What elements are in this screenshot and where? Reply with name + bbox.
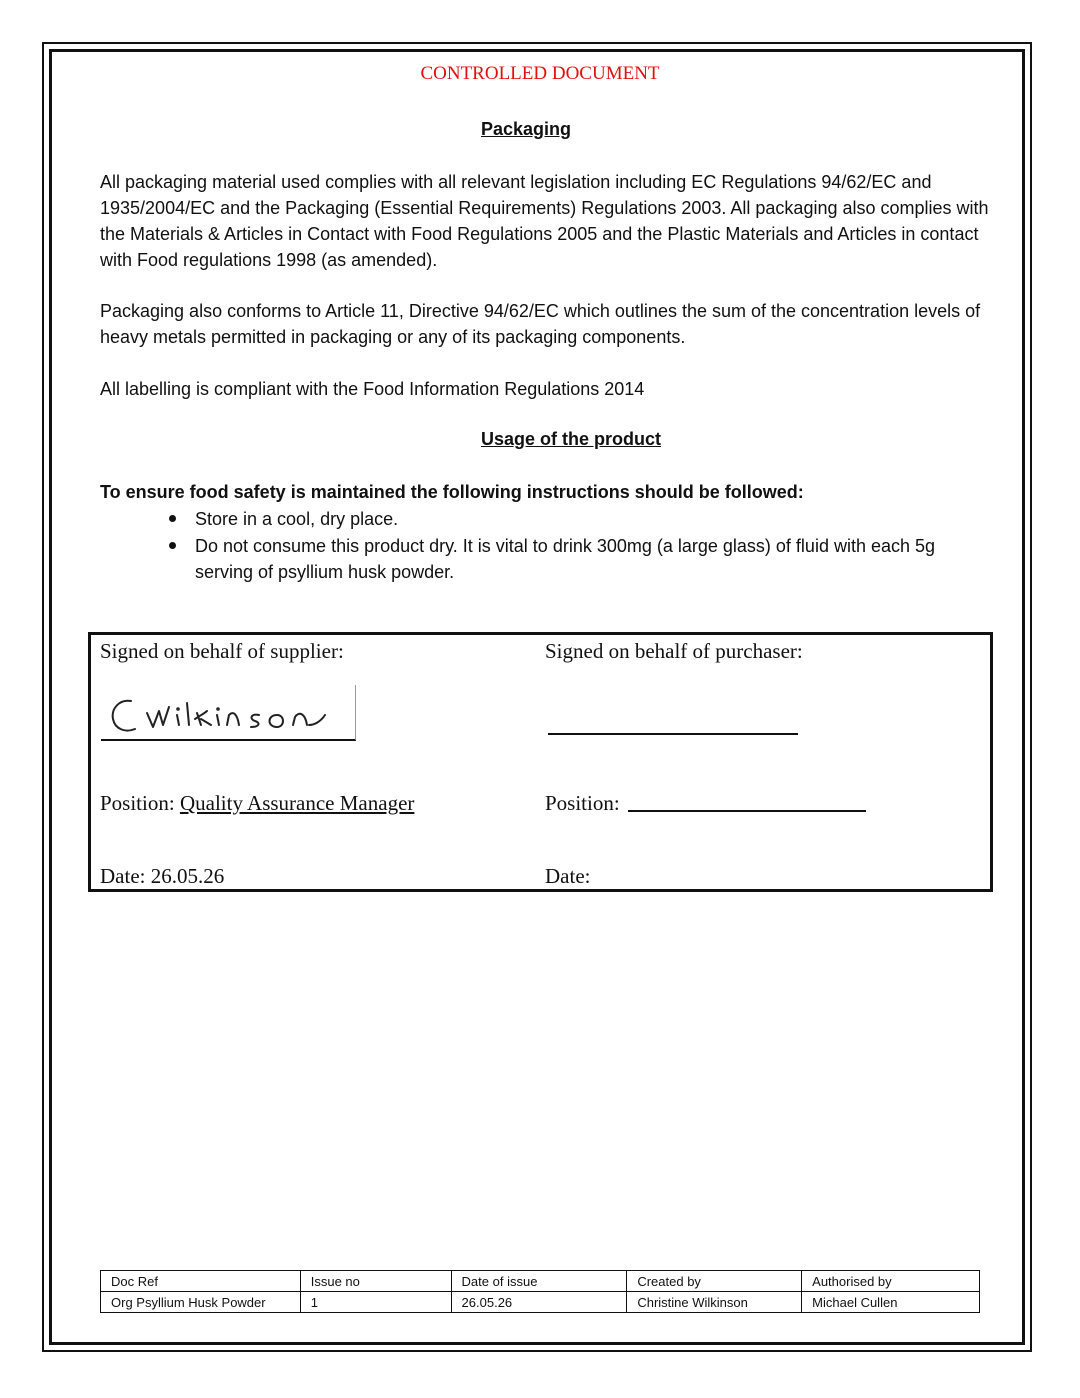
usage-intro: To ensure food safety is maintained the following instructions should be followed: — [100, 482, 804, 502]
table-cell: Org Psyllium Husk Powder — [101, 1292, 301, 1313]
controlled-document-label: CONTROLLED DOCUMENT — [420, 63, 660, 84]
table-cell: 26.05.26 — [451, 1292, 627, 1313]
document-control-table — [100, 1270, 980, 1313]
table-cell: Christine Wilkinson — [627, 1292, 802, 1313]
table-header-cell: Doc Ref — [101, 1271, 301, 1292]
packaging-heading: Packaging — [481, 119, 572, 139]
list-item: Do not consume this product dry. It is vital to drink 300mg (a large glass) of fluid with each 5g serving of psyllium husk powder. — [100, 533, 990, 585]
purchaser-signed-label: Signed on behalf of purchaser: — [545, 639, 803, 663]
purchaser-position-line[interactable] — [628, 810, 866, 812]
table-cell: Michael Cullen — [802, 1292, 980, 1313]
packaging-paragraph-1: All packaging material used complies with all relevant legislation including EC Regulations 94/62/EC and 1935/2004/EC and the Packaging (Essential Requirements) Regulations 2003. All packaging also complies with the Materials & Articles in Contact with Food Regulations 2005 and the Plastic Materials and Articles in contact with Food regulations 1998 (as amended). — [100, 172, 989, 270]
packaging-paragraph-3: All labelling is compliant with the Food Information Regulations 2014 — [100, 379, 645, 399]
table-header-cell: Authorised by — [802, 1271, 980, 1292]
table-row — [101, 1292, 980, 1313]
list-item: Store in a cool, dry place. — [100, 506, 990, 532]
purchaser-signature-line[interactable] — [548, 733, 798, 735]
table-row — [101, 1271, 980, 1292]
table-header-cell: Created by — [627, 1271, 802, 1292]
purchaser-date: Date: — [545, 864, 591, 888]
supplier-signed-label: Signed on behalf of supplier: — [100, 639, 344, 663]
supplier-position — [100, 791, 414, 816]
usage-heading: Usage of the product — [481, 429, 662, 449]
table-cell: 1 — [300, 1292, 451, 1313]
signature-box — [88, 632, 993, 892]
table-header-cell: Date of issue — [451, 1271, 627, 1292]
supplier-position-value: Quality Assurance Manager — [179, 791, 415, 815]
supplier-position-label: Position: — [100, 791, 175, 815]
purchaser-position-label: Position: — [545, 791, 620, 815]
packaging-paragraph-2: Packaging also conforms to Article 11, Directive 94/62/EC which outlines the sum of the concentration levels of heavy metals permitted in packaging or any of its packaging components. — [100, 301, 981, 347]
table-header-cell: Issue no — [300, 1271, 451, 1292]
supplier-date: Date: 26.05.26 — [100, 864, 225, 888]
supplier-signature-image — [101, 685, 356, 741]
usage-instructions-list — [100, 506, 990, 586]
